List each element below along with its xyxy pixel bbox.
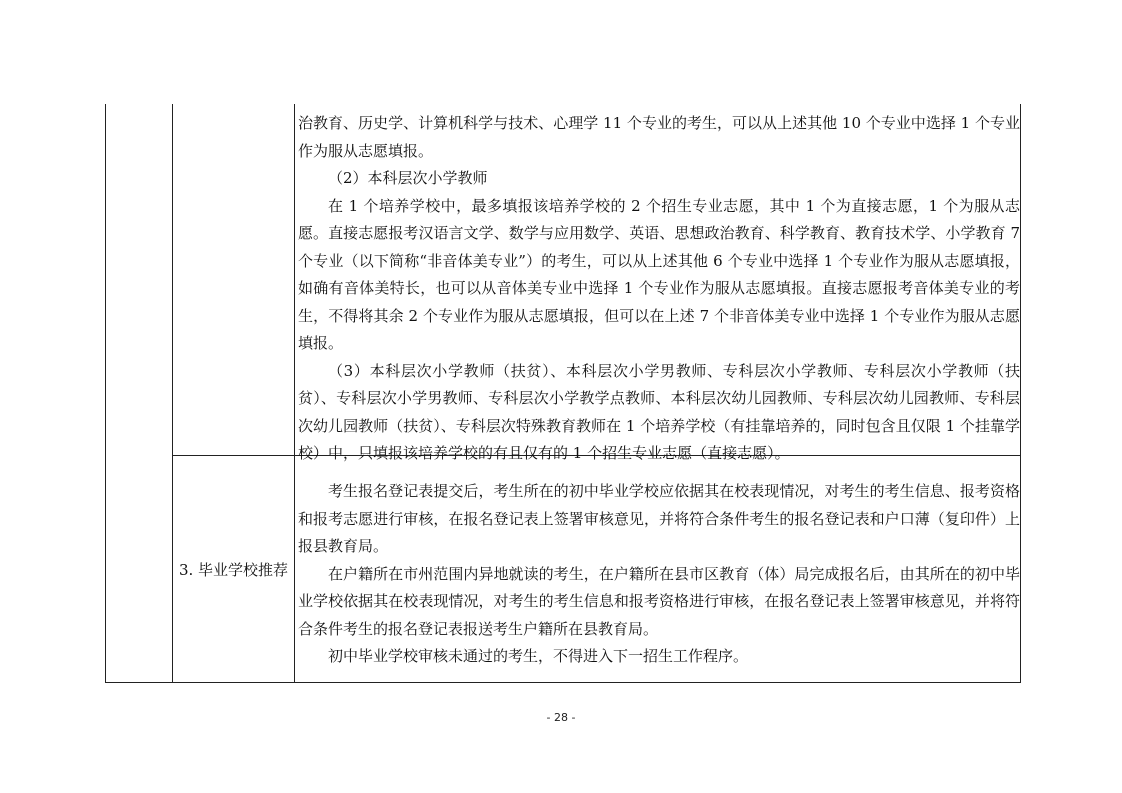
table-column-divider <box>294 104 295 682</box>
section-heading: （2）本科层次小学教师 <box>328 169 488 187</box>
paragraph: 在户籍所在市州范围内异地就读的考生，在户籍所在县市区教育（体）局完成报名后，由其所在的初中毕业学校依据其在校表现情况，对考生的考生信息和报考资格进行审核，在报名登记表上签署审核意见，并将符合条件考生的报名登记表报送考生户籍所在县教育局。 <box>298 564 1020 638</box>
paragraph: 治教育、历史学、计算机科学与技术、心理学 11 个专业的考生，可以从上述其他 10 个专业中选择 1 个专业作为服从志愿填报。 <box>298 114 1020 160</box>
section-heading-paragraph: （3）本科层次小学教师（扶贫）、本科层次小学男教师、专科层次小学教师、专科层次小学教师（扶贫）、专科层次小学男教师、专科层次小学教学点教师、本科层次幼儿园教师、专科层次幼儿园教师、专科层次幼儿园教师（扶贫）、专科层次特殊教育教师在 1 个培养学校（有挂靠培养的，同时包含且仅限 1 个挂靠学校）中，只填报该培养学校的有且仅有的 1 个招生专业志愿（直接志愿）。 <box>298 361 1020 462</box>
paragraph: 考生报名登记表提交后，考生所在的初中毕业学校应依据其在校表现情况，对考生的考生信息、报考资格和报考志愿进行审核，在报名登记表上签署审核意见，并将符合条件考生的报名登记表和户口薄（复印件）上报县教育局。 <box>298 482 1020 555</box>
row-label-school-recommendation: 3. 毕业学校推荐 <box>178 560 289 579</box>
enrollment-table <box>105 104 1021 683</box>
table-cell-school-recommendation <box>298 478 1020 671</box>
paragraph: 初中毕业学校审核未通过的考生，不得进入下一招生工作程序。 <box>328 647 749 665</box>
page-number: - 28 - <box>546 711 576 724</box>
paragraph: 在 1 个培养学校中，最多填报该培养学校的 2 个招生专业志愿，其中 1 个为直接志愿，1 个为服从志愿。直接志愿报考汉语言文学、数学与应用数学、英语、思想政治教育、科学教育、教育技术学、小学教育 7 个专业（以下简称“非音体美专业”）的考生，可以从上述其他 6 个专业中选择 1 个专业作为服从志愿填报，如确有音体美特长，也可以从音体美专业中选择 1 个专业作为服从志愿填报。直接志愿报考音体美专业的考生，不得将其余 2 个专业作为服从志愿填报，但可以在上述 7 个非音体美专业中选择 1 个专业作为服从志愿填报。 <box>298 196 1020 352</box>
table-cell-volunteer-rules <box>298 110 1020 468</box>
